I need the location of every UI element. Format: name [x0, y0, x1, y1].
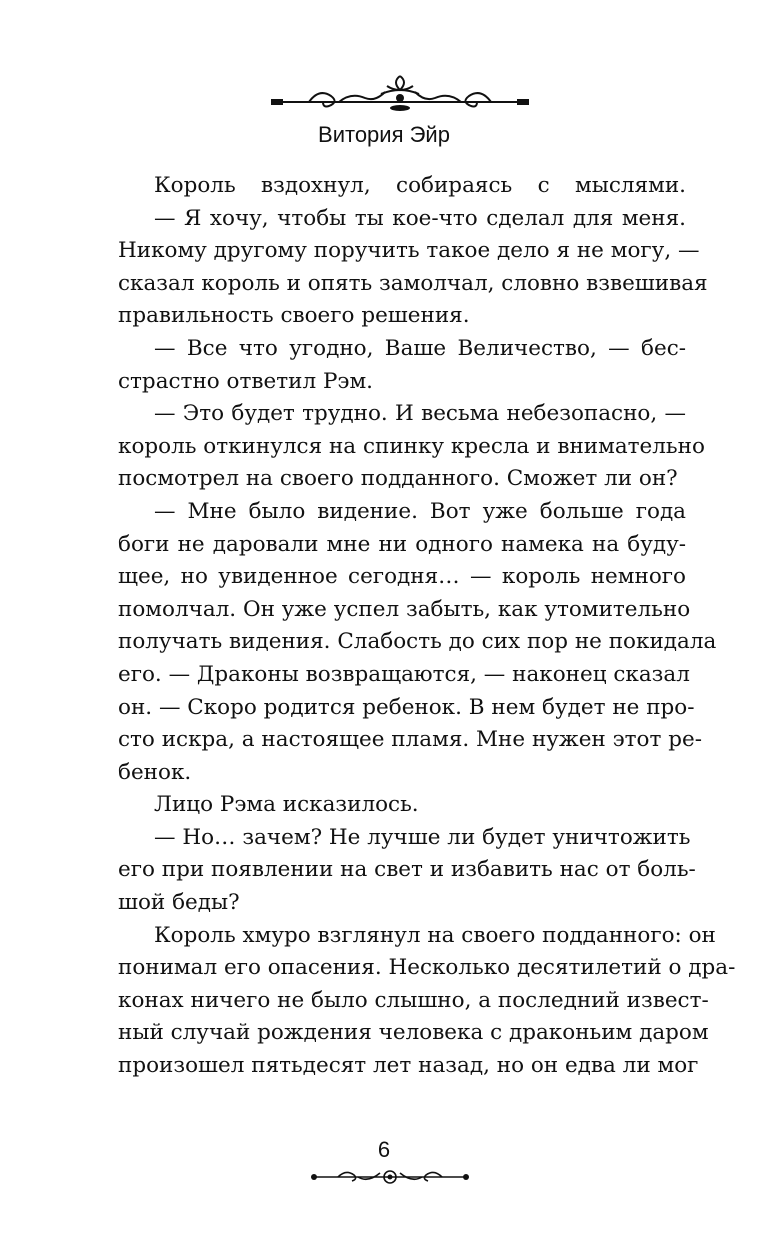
text-line: страстно ответил Рэм.: [118, 368, 374, 394]
text-line: боги не даровали мне ни одного намека на буду-: [118, 531, 686, 557]
running-header-author: Витория Эйр: [318, 122, 450, 147]
text-line: ный случай рождения человека с драконьим даром: [118, 1020, 709, 1046]
text-line: он. — Скоро родится ребенок. В нем будет не про-: [118, 694, 695, 720]
text-line: король откинулся на спинку кресла и внимательно: [118, 433, 705, 459]
text-line: его. — Драконы возвращаются, — наконец сказал: [118, 661, 690, 687]
text-line: Король хмуро взглянул на своего подданного: он: [154, 922, 716, 948]
text-line: посмотрел на своего подданного. Сможет ли он?: [118, 466, 678, 492]
text-line: шой беды?: [118, 890, 240, 916]
text-line: конах ничего не было слышно, а последний извест-: [118, 987, 709, 1013]
text-line: щее, но увиденное сегодня… — король немного: [118, 564, 686, 590]
text-line: — Я хочу, чтобы ты кое-что сделал для меня.: [154, 205, 686, 231]
text-line: помолчал. Он уже успел забыть, как утомительно: [118, 596, 691, 622]
text-line: бенок.: [118, 759, 192, 785]
text-line: — Все что угодно, Ваше Величество, — бес-: [154, 335, 686, 361]
text-line: сказал король и опять замолчал, словно взвешивая: [118, 270, 708, 296]
footer-ornament-icon: [308, 1165, 472, 1189]
text-line: получать видения. Слабость до сих пор не покидала: [118, 629, 717, 655]
text-line: Король вздохнул, собираясь с мыслями.: [154, 173, 686, 198]
text-line: произошел пятьдесят лет назад, но он едва ли мог: [118, 1053, 699, 1079]
body-text: [118, 170, 736, 1083]
text-line: — Но… зачем? Не лучше ли будет уничтожить: [154, 824, 691, 850]
text-line: Лицо Рэма исказилось.: [154, 792, 419, 818]
page-number: 6: [377, 1137, 391, 1162]
text-line: его при появлении на свет и избавить нас от боль-: [118, 857, 696, 883]
text-line: сто искра, а настоящее пламя. Мне нужен этот ре-: [118, 727, 702, 753]
header-ornament-icon: [269, 72, 531, 118]
text-line: — Мне было видение. Вот уже больше года: [154, 498, 686, 524]
text-line: понимал его опасения. Несколько десятилетий о дра-: [118, 955, 736, 981]
text-line: правильность своего решения.: [118, 303, 470, 329]
text-line: Никому другому поручить такое дело я не могу, —: [118, 238, 700, 264]
text-line: — Это будет трудно. И весьма небезопасно, —: [154, 401, 686, 427]
